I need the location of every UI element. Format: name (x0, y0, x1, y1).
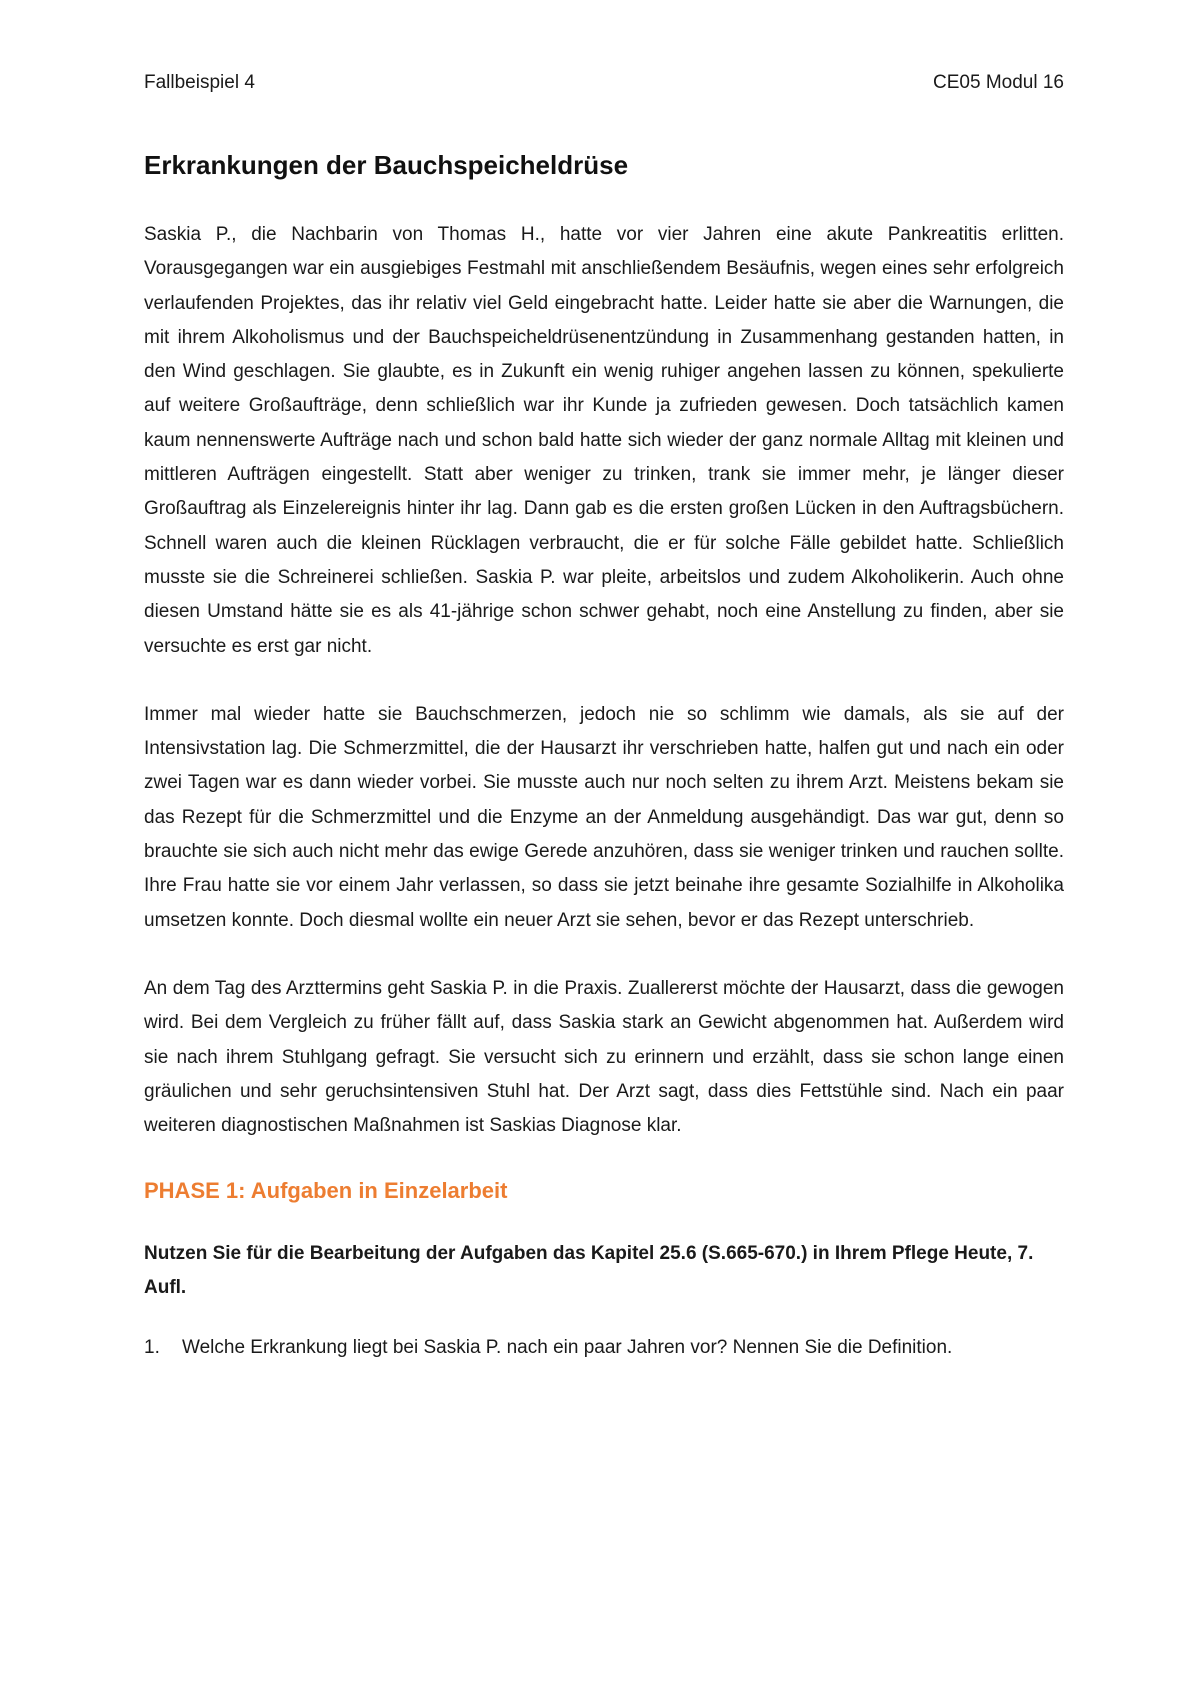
phase-heading: PHASE 1: Aufgaben in Einzelarbeit (144, 1178, 508, 1204)
instruction-text: Nutzen Sie für die Bearbeitung der Aufgaben das Kapitel 25.6 (S.665-670.) in Ihrem Pflege Heute, 7. Aufl. (144, 1243, 1034, 1299)
header-right: CE05 Modul 16 (933, 72, 1064, 93)
document-page (144, 70, 1064, 1363)
paragraph-2: Immer mal wieder hatte sie Bauchschmerzen, jedoch nie so schlimm wie damals, als sie auf der Intensivstation lag. Die Schmerzmittel, die der Hausarzt ihr verschrieben hatte, halfen gut und nach ein oder zwei Tagen war es dann wieder vorbei. Sie musste auch nur noch selten zu ihrem Arzt. Meistens bekam sie das Rezept für die Schmerzmittel und die Enzyme an der Anmeldung ausgehändigt. Das war gut, denn so brauchte sie sich auch nicht mehr das ewige Gerede anzuhören, dass sie weniger trinken und rauchen sollte. Ihre Frau hatte sie vor einem Jahr verlassen, so dass sie jetzt beinahe ihre gesamte Sozialhilfe in Alkoholika umsetzen konnte. Doch diesmal wollte ein neuer Arzt sie sehen, bevor er das Rezept unterschrieb. (144, 703, 1064, 931)
task-text: Welche Erkrankung liegt bei Saskia P. nach ein paar Jahren vor? Nennen Sie die Definition. (182, 1337, 953, 1359)
task-number: 1. (144, 1337, 160, 1359)
document-title: Erkrankungen der Bauchspeicheldrüse (144, 150, 629, 180)
paragraph-3: An dem Tag des Arzttermins geht Saskia P. in die Praxis. Zuallererst möchte der Hausarzt, dass die gewogen wird. Bei dem Vergleich zu früher fällt auf, dass Saskia stark an Gewicht abgenommen hat. Außerdem wird sie nach ihrem Stuhlgang gefragt. Sie versucht sich zu erinnern und erzählt, dass sie schon lange einen gräulichen und sehr geruchsintensiven Stuhl hat. Der Arzt sagt, dass dies Fettstühle sind. Nach ein paar weiteren diagnostischen Maßnahmen ist Saskias Diagnose klar. (144, 977, 1064, 1137)
header-left: Fallbeispiel 4 (144, 72, 255, 93)
page-header (144, 70, 1064, 96)
task-item (144, 1333, 1064, 1363)
paragraph-1: Saskia P., die Nachbarin von Thomas H., hatte vor vier Jahren eine akute Pankreatitis erlitten. Vorausgegangen war ein ausgiebiges Festmahl mit anschließendem Besäufnis, wegen eines sehr erfolgreich verlaufenden Projektes, das ihr relativ viel Geld eingebracht hatte. Leider hatte sie aber die Warnungen, die mit ihrem Alkoholismus und der Bauchspeicheldrüsenentzündung in Zusammenhang gestanden hatten, in den Wind geschlagen. Sie glaubte, es in Zukunft ein wenig ruhiger angehen lassen zu können, spekulierte auf weitere Großaufträge, denn schließlich war ihr Kunde ja zufrieden gewesen. Doch tatsächlich kamen kaum nennenswerte Aufträge nach und schon bald hatte sich wieder der ganz normale Alltag mit kleinen und mittleren Aufträgen eingestellt. Statt aber weniger zu trinken, trank sie immer mehr, je länger dieser Großauftrag als Einzelereignis hinter ihr lag. Dann gab es die ersten großen Lücken in den Auftragsbüchern. Schnell waren auch die kleinen Rücklagen verbraucht, die er für solche Fälle gebildet hatte. Schließlich musste sie die Schreinerei schließen. Saskia P. war pleite, arbeitslos und zudem Alkoholikerin. Auch ohne diesen Umstand hätte sie es als 41-jährige schon schwer gehabt, noch eine Anstellung zu finden, aber sie versuchte es erst gar nicht. (144, 224, 1064, 657)
